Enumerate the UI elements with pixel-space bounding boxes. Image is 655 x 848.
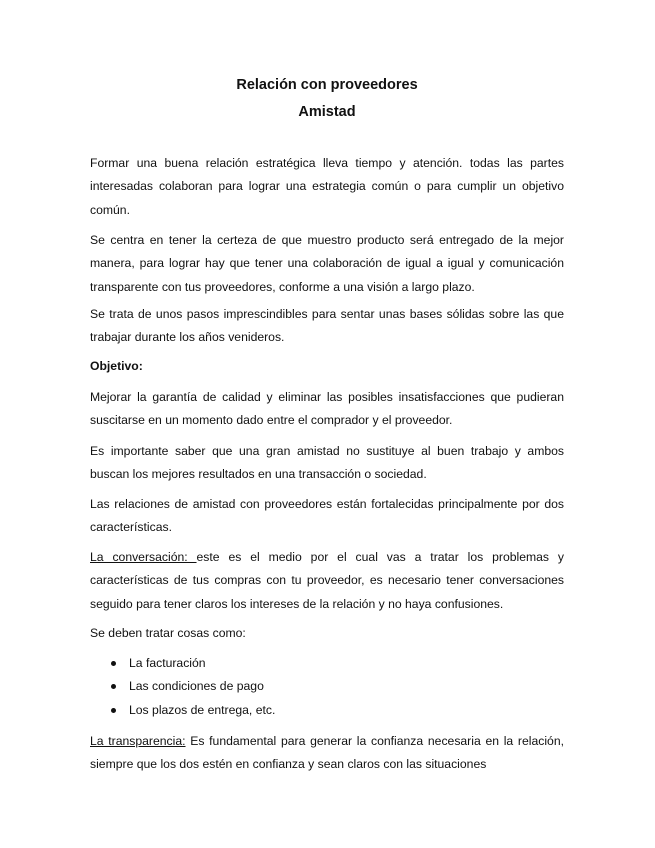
paragraph-steps: Se trata de unos pasos imprescindibles para sentar unas bases sólidas sobre las que trabajar durante los años venideros. (90, 307, 564, 345)
list-intro: Se deben tratar cosas como: (90, 626, 246, 640)
paragraph-objective: Mejorar la garantía de calidad y eliminar las posibles insatisfacciones que pudieran suscitarse en un momento dado entre el comprador y el proveedor. (90, 390, 564, 428)
list-item-label: Las condiciones de pago (129, 679, 264, 694)
paragraph-characteristics: Las relaciones de amistad con proveedores están fortalecidas principalmente por dos características. (90, 497, 564, 535)
conversation-text: este es el medio por el cual vas a tratar los problemas y características de tus compras con tu proveedor, es necesario tener conversaciones seguido para tener claros los intereses de la relación y no haya confusiones. (90, 550, 564, 611)
paragraph-transparency (90, 730, 564, 777)
topics-list (90, 652, 564, 722)
list-item-label: La facturación (129, 656, 206, 670)
bullet-icon (111, 661, 116, 666)
bullet-icon (111, 684, 116, 689)
objective-heading: Objetivo: (90, 359, 143, 373)
paragraph-focus: Se centra en tener la certeza de que muestro producto será entregado de la mejor manera, para lograr hay que tener una colaboración de igual a igual y comunicación transparente con tus proveedores, conforme a una visión a largo plazo. (90, 233, 564, 294)
list-item (90, 652, 564, 675)
transparency-term: La transparencia: (90, 734, 186, 748)
document-title: Relación con proveedores (236, 77, 418, 93)
document-subtitle: Amistad (298, 104, 356, 120)
list-item (90, 699, 564, 722)
bullet-icon (111, 708, 116, 713)
list-item (90, 675, 564, 698)
paragraph-conversation (90, 546, 564, 616)
list-item-label: Los plazos de entrega, etc. (129, 702, 276, 717)
paragraph-intro: Formar una buena relación estratégica lleva tiempo y atención. todas las partes interesadas colaboran para lograr una estrategia común o para cumplir un objetivo común. (90, 156, 564, 217)
paragraph-friendship: Es importante saber que una gran amistad no sustituye al buen trabajo y ambos buscan los mejores resultados en una transacción o sociedad. (90, 444, 564, 482)
transparency-text: Es fundamental para generar la confianza necesaria en la relación, siempre que los dos estén en confianza y sean claros con las situaciones (90, 734, 564, 772)
conversation-term: La conversación: (90, 550, 197, 564)
